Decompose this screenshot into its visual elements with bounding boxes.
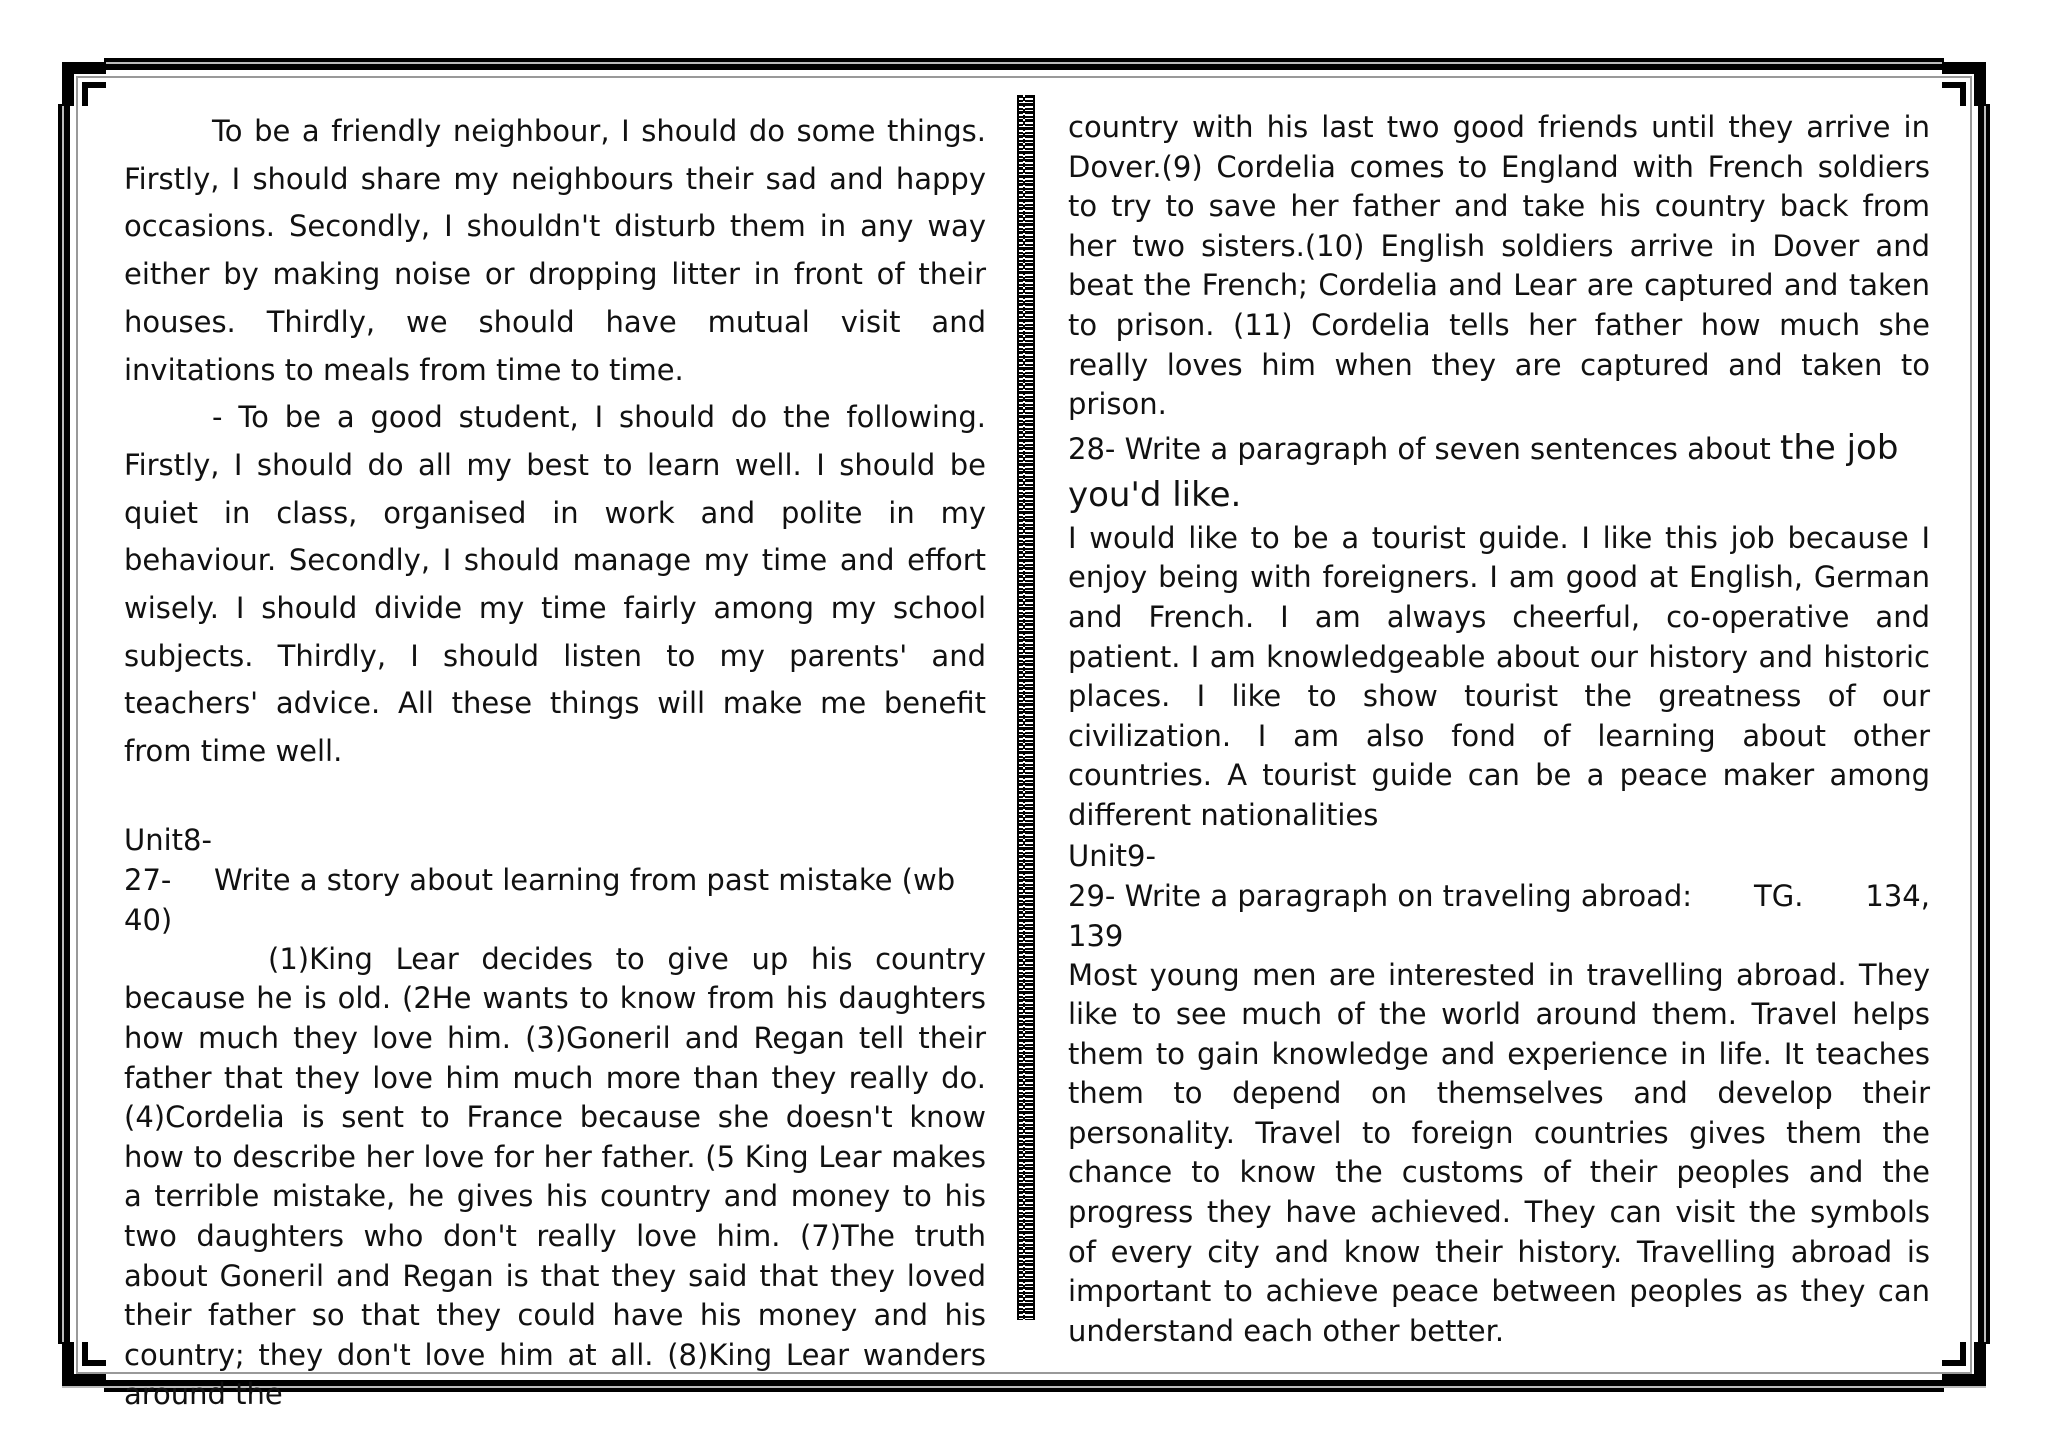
question-27-text-cont: 40) (124, 902, 173, 937)
right-column (1068, 108, 1930, 1351)
question-28-heading (1068, 425, 1930, 519)
corner-top-right (1942, 62, 1986, 106)
student-paragraph: - To be a good student, I should do the following. Firstly, I should do all my best to learn well. I should be quiet in class, organised in work and polite in my behaviour. Secondly, I should manage my time and effort wisely. I should divide my time fairly among my school subjects. Thirdly, I should listen to my parents' and teachers' advice. All these things will make me benefit from time well. (124, 400, 986, 769)
question-29-ref-tg: TG. (1754, 878, 1804, 913)
travel-abroad-paragraph: Most young men are interested in travelling abroad. They like to see much of the world around them. Travel helps them to gain knowledge and experience in life. It teaches them to depend on themselves and develop their personality. Travel to foreign countries gives them the chance to know the customs of their peoples and the progress they have achieved. They can visit the symbols of every city and know their history. Travelling abroad is important to achieve peace between peoples as they can understand each other better. (1068, 957, 1930, 1348)
question-29-ref-cont: 139 (1068, 918, 1124, 953)
question-27-number: 27- (124, 862, 172, 897)
question-28-prefix: 28- Write a paragraph of seven sentences about (1068, 431, 1771, 466)
corner-top-left (62, 62, 106, 106)
chain-divider (1017, 95, 1035, 1320)
question-27-text: Write a story about learning from past mistake (wb (214, 862, 956, 897)
tourist-guide-paragraph: I would like to be a tourist guide. I like this job because I enjoy being with foreigners. I am good at English, German and French. I am always cheerful, co-operative and patient. I am knowledgeable about our history and historic places. I like to show tourist the greatness of our civilization. I am also fond of learning about other countries. A tourist guide can be a peace maker among different nationalities (1068, 520, 1930, 832)
unit8-label: Unit8- (124, 822, 212, 857)
question-29-text: 29- Write a paragraph on traveling abroad: (1068, 878, 1693, 913)
unit9-label: Unit9- (1068, 838, 1156, 873)
corner-bottom-left (62, 1342, 106, 1386)
question-29-ref-page: 134, (1865, 878, 1930, 913)
left-column (124, 108, 986, 1415)
spacer (124, 776, 986, 820)
king-lear-story-cont: country with his last two good friends until they arrive in Dover.(9) Cordelia comes to England with French soldiers to try to save her father and take his country back from her two sisters.(10) English soldiers arrive in Dover and beat the French; Cordelia and Lear are captured and taken to prison. (11) Cordelia tells her father how much she really loves him when they are captured and taken to prison. (1068, 110, 1930, 422)
corner-bottom-right (1942, 1342, 1986, 1386)
question-28-topic-cont: you'd like. (1068, 474, 1242, 515)
question-28-topic: the job (1780, 427, 1899, 468)
neighbour-paragraph: To be a friendly neighbour, I should do some things. Firstly, I should share my neighbours their sad and happy occasions. Secondly, I shouldn't disturb them in any way either by making noise or dropping litter in front of their houses. Thirdly, we should have mutual visit and invitations to meals from time to time. (124, 114, 986, 387)
question-27-heading (124, 860, 986, 900)
question-29-heading (1068, 876, 1930, 916)
king-lear-story: (1)King Lear decides to give up his country because he is old. (2He wants to know from his daughters how much they love him. (3)Goneril and Regan tell their father that they love him much more than they really do. (4)Cordelia is sent to France because she doesn't know how to describe her love for her father. (5 King Lear makes a terrible mistake, he gives his country and money to his two daughters who don't really love him. (7)The truth about Goneril and Regan is that they said that they loved their father so that they could have his money and his country; they don't love him at all. (8)King Lear wanders around the (124, 941, 986, 1412)
